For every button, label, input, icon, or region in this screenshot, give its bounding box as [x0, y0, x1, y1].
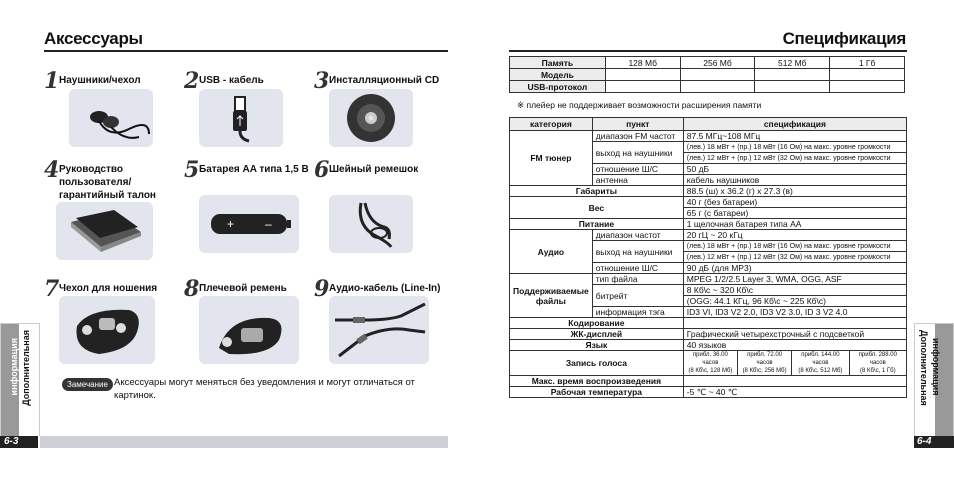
item-label: Габариты — [510, 186, 684, 197]
category-fm: FM тюнер — [510, 131, 593, 186]
page-number-bar — [0, 436, 448, 448]
rec-cell — [849, 351, 906, 376]
usb-cable-icon — [199, 89, 283, 147]
rec-cell — [683, 351, 737, 376]
title-rule — [509, 50, 907, 52]
earphones-icon — [69, 89, 153, 147]
item-label: Питание — [510, 219, 684, 230]
item-label: выход на наушники — [592, 142, 683, 164]
battery-minus-label: – — [265, 217, 272, 231]
spec-value: 87.5 МГц~108 МГц — [683, 131, 906, 142]
battery-icon — [199, 195, 299, 253]
spec-value: 40 г (без батареи) — [683, 197, 906, 208]
rec-cell — [792, 351, 849, 376]
spec-value: 88.5 (ш) x 36.2 (г) x 27.3 (в) — [683, 186, 906, 197]
note-badge: Замечание — [62, 378, 113, 391]
spec-value: 1 щелочная батарея типа AA — [683, 219, 906, 230]
item-label: отношение Ш/С — [592, 164, 683, 175]
rec-config: (8 Кб\с, 1 Гб) — [859, 368, 896, 374]
item-label: отношение Ш/С — [592, 263, 683, 274]
spec-value: 50 дБ — [683, 164, 906, 175]
table-row — [510, 340, 907, 351]
page-title: Аксессуары — [44, 29, 143, 48]
item-label: ЖК-дисплей — [510, 329, 684, 340]
memory-label: Память — [510, 57, 606, 69]
spec-value: (OGG: 44.1 КГц, 96 Кб\с ~ 225 Кб\с) — [683, 296, 906, 307]
item-label: Вес — [510, 197, 684, 219]
rec-config: (8 Кб\с, 512 Мб) — [798, 368, 843, 374]
spec-value: кабель наушников — [683, 175, 906, 186]
item-label: Аудио-кабель (Line-In) — [329, 283, 441, 294]
spec-value: 65 г (с батареи) — [683, 208, 906, 219]
header-spec: спецификация — [683, 118, 906, 131]
memory-size: 1 Гб — [830, 57, 905, 69]
item-label: Запись голоса — [510, 351, 684, 376]
header-category: категория — [510, 118, 593, 131]
rec-duration: прибл. 36.00 часов — [692, 352, 728, 366]
item-number: 7 — [44, 276, 60, 302]
item-label: USB - кабель — [199, 75, 264, 86]
spec-value: (лев.) 18 мВт + (пр.) 18 мВт (16 Ом) на макс. уровне громкости — [683, 142, 906, 153]
table-row — [510, 274, 907, 285]
side-tab-label-line2: информация — [931, 338, 941, 396]
category-audio: Аудио — [510, 230, 593, 274]
item-number: 3 — [314, 68, 330, 94]
item-label: информация тэга — [592, 307, 683, 318]
title-rule — [44, 50, 448, 52]
table-row — [510, 329, 907, 340]
page-title: Спецификация — [782, 29, 906, 48]
memory-size: 256 Мб — [680, 57, 755, 69]
table-row — [510, 318, 907, 329]
table-row — [510, 351, 907, 376]
memory-table — [509, 56, 905, 93]
model-row — [510, 69, 905, 81]
cd-icon — [329, 89, 413, 147]
category-files: Поддерживаемые файлы — [510, 274, 593, 318]
rec-config: (8 Кб\с, 128 Мб) — [688, 368, 733, 374]
item-label: Чехол для ношения — [59, 283, 158, 294]
spec-value: 40 языков — [683, 340, 906, 351]
spec-value: 8 Кб\с ~ 320 Кб\с — [683, 285, 906, 296]
side-tab — [914, 323, 954, 438]
table-row — [510, 197, 907, 208]
spec-value: (лев.) 12 мВт + (пр.) 12 мВт (32 Ом) на макс. уровне громкости — [683, 252, 906, 263]
rec-duration: прибл. 288.00 часов — [858, 352, 897, 366]
memory-note: ※ плейер не поддерживает возможности расширения памяти — [517, 100, 762, 110]
table-row — [510, 186, 907, 197]
item-label: Рабочая температура — [510, 387, 684, 398]
item-label: тип файла — [592, 274, 683, 285]
item-label: битрейт — [592, 285, 683, 307]
spec-header-row — [510, 118, 907, 131]
page-number: 6-4 — [917, 436, 932, 447]
rec-cell — [737, 351, 791, 376]
side-tab — [0, 323, 40, 438]
note-text: Аксессуары могут меняться без уведомления и могут отличаться от картинок. — [114, 377, 415, 401]
spec-value: -5 ℃ ~ 40 ℃ — [683, 387, 906, 398]
rec-config: (8 Кб\с, 256 Мб) — [742, 368, 787, 374]
memory-header-row — [510, 57, 905, 69]
spec-value: MPEG 1/2/2.5 Layer 3, WMA, OGG, ASF — [683, 274, 906, 285]
rec-duration: прибл. 72.00 часов — [747, 352, 783, 366]
audio-cable-icon — [329, 296, 429, 364]
item-label: диапазон частот — [592, 230, 683, 241]
table-row — [510, 376, 907, 387]
usb-label: USB-протокол — [510, 81, 606, 93]
shoulder-strap-icon — [199, 296, 299, 364]
header-item: пункт — [592, 118, 683, 131]
spec-value: ID3 VI, ID3 V2 2.0, ID3 V2 3.0, ID 3 V2 4.0 — [683, 307, 906, 318]
battery-plus-label: + — [227, 217, 235, 231]
usb-row — [510, 81, 905, 93]
carry-case-icon — [59, 296, 155, 364]
rec-duration: прибл. 144.00 часов — [801, 352, 840, 366]
side-tab-label-line1: Дополнительная — [919, 330, 929, 406]
neck-strap-icon — [329, 195, 413, 253]
item-label: Инсталляционный CD — [329, 75, 440, 86]
memory-size: 512 Мб — [755, 57, 830, 69]
table-row — [510, 219, 907, 230]
table-row — [510, 131, 907, 142]
item-number: 6 — [314, 157, 330, 183]
item-number: 5 — [184, 157, 200, 183]
item-number: 8 — [184, 276, 200, 302]
page-number: 6-3 — [4, 436, 19, 447]
item-label: антенна — [592, 175, 683, 186]
table-row — [510, 387, 907, 398]
item-label: Язык — [510, 340, 684, 351]
item-label: Макс. время воспроизведения — [510, 376, 684, 387]
item-number: 9 — [314, 276, 330, 302]
model-label: Модель — [510, 69, 606, 81]
spec-value: (лев.) 12 мВт + (пр.) 12 мВт (32 Ом) на макс. уровне громкости — [683, 153, 906, 164]
item-label: Батарея AA типа 1,5 В — [199, 164, 309, 175]
spec-table — [509, 117, 907, 398]
item-label: Руководство пользователя/ гарантийный талон — [59, 164, 156, 201]
right-page — [477, 0, 954, 477]
item-label: диапазон FM частот — [592, 131, 683, 142]
spec-value: Графический четырехстрочный с подсветкой — [683, 329, 906, 340]
item-number: 2 — [184, 68, 200, 94]
manual-icon — [56, 202, 153, 260]
item-label: Шейный ремешок — [329, 164, 419, 175]
item-label: Плечевой ремень — [199, 283, 287, 294]
item-label: Наушники/чехол — [59, 75, 141, 86]
item-label: выход на наушники — [592, 241, 683, 263]
table-row — [510, 230, 907, 241]
spec-value: (лев.) 18 мВт + (пр.) 18 мВт (16 Ом) на макс. уровне громкости — [683, 241, 906, 252]
spec-value: 20 гЦ ~ 20 кГц — [683, 230, 906, 241]
side-tab-label-line1: Дополнительная — [21, 330, 31, 406]
item-number: 4 — [44, 157, 60, 183]
spec-value: 90 дБ (для MP3) — [683, 263, 906, 274]
page-number-bar — [914, 436, 954, 448]
memory-size: 128 Мб — [605, 57, 680, 69]
item-label: Кодирование — [510, 318, 684, 329]
side-tab-label-line2: информация — [9, 338, 19, 396]
item-number: 1 — [44, 68, 60, 94]
